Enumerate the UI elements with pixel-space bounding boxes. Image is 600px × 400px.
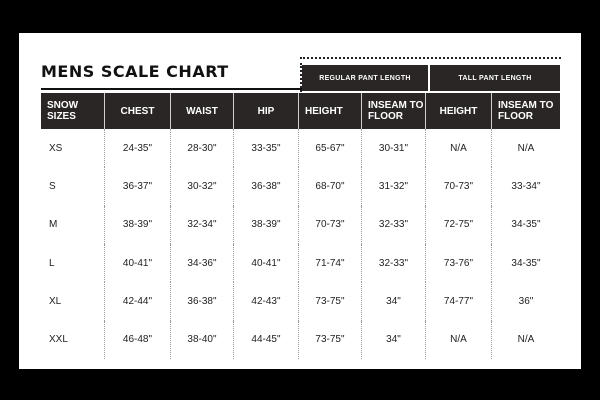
group-header-tall-pant-length: TALL PANT LENGTH: [430, 65, 560, 91]
cell-tall-inseam: 34-35": [511, 257, 541, 269]
cell-size: M: [41, 206, 105, 244]
cell-regular-inseam: 34": [362, 321, 426, 359]
cell-tall-height: 72-75": [426, 206, 492, 244]
header-row: [41, 93, 560, 129]
cell-hip: 44-45": [234, 321, 299, 359]
cell-regular-height: 65-67": [299, 129, 362, 167]
cell-hip: 38-39": [234, 206, 299, 244]
cell-waist: 30-32": [171, 167, 234, 205]
cell-size: XS: [41, 129, 105, 167]
table-row: [41, 321, 560, 359]
cell-hip: 36-38": [234, 167, 299, 205]
title-underline: [41, 88, 303, 90]
cell-regular-height: 73-75": [299, 321, 362, 359]
cell-size: S: [41, 167, 105, 205]
cell-waist: 32-34": [171, 206, 234, 244]
cell-regular-inseam: 34": [362, 282, 426, 320]
header-waist: WAIST: [171, 93, 234, 129]
size-chart-card: [19, 33, 581, 369]
cell-tall-height: 74-77": [426, 282, 492, 320]
header-regular-inseam: INSEAM TO FLOOR: [362, 93, 426, 129]
cell-tall-inseam: N/A: [517, 142, 535, 154]
cell-tall-inseam: 34-35": [511, 219, 541, 231]
header-regular-height: HEIGHT: [299, 93, 362, 129]
table-row: [41, 206, 560, 244]
header-tall-height: HEIGHT: [426, 93, 492, 129]
cell-waist: 28-30": [171, 129, 234, 167]
cell-tall-height: N/A: [426, 321, 492, 359]
cell-size: XXL: [41, 321, 105, 359]
chart-title: MENS SCALE CHART: [41, 62, 229, 81]
header-tall-inseam: INSEAM TO FLOOR: [492, 93, 560, 129]
size-table: [41, 93, 560, 359]
cell-hip: 40-41": [234, 244, 299, 282]
cell-chest: 46-48": [105, 321, 171, 359]
cell-regular-inseam: 31-32": [362, 167, 426, 205]
cell-waist: 38-40": [171, 321, 234, 359]
cell-tall-height: 73-76": [426, 244, 492, 282]
cell-regular-inseam: 32-33": [362, 244, 426, 282]
cell-hip: 33-35": [234, 129, 299, 167]
header-hip: HIP: [234, 93, 299, 129]
cell-tall-height: 70-73": [426, 167, 492, 205]
cell-regular-height: 70-73": [299, 206, 362, 244]
cell-tall-inseam: 33-34": [511, 180, 541, 192]
cell-chest: 38-39": [105, 206, 171, 244]
header-snow-sizes: SNOW SIZES: [41, 93, 105, 129]
cell-regular-height: 71-74": [299, 244, 362, 282]
table-row: [41, 129, 560, 167]
cell-waist: 34-36": [171, 244, 234, 282]
cell-chest: 42-44": [105, 282, 171, 320]
cell-chest: 24-35": [105, 129, 171, 167]
dotted-border-top: [300, 57, 561, 59]
cell-hip: 42-43": [234, 282, 299, 320]
cell-regular-inseam: 32-33": [362, 206, 426, 244]
cell-size: XL: [41, 282, 105, 320]
cell-regular-inseam: 30-31": [362, 129, 426, 167]
group-header-regular-pant-length: REGULAR PANT LENGTH: [302, 65, 428, 91]
table-row: [41, 167, 560, 205]
cell-regular-height: 68-70": [299, 167, 362, 205]
cell-tall-inseam: 36": [518, 295, 534, 307]
cell-chest: 40-41": [105, 244, 171, 282]
cell-tall-inseam: N/A: [517, 334, 535, 346]
cell-waist: 36-38": [171, 282, 234, 320]
cell-size: L: [41, 244, 105, 282]
cell-regular-height: 73-75": [299, 282, 362, 320]
header-chest: CHEST: [105, 93, 171, 129]
cell-tall-height: N/A: [426, 129, 492, 167]
table-row: [41, 244, 560, 282]
cell-chest: 36-37": [105, 167, 171, 205]
table-row: [41, 282, 560, 320]
